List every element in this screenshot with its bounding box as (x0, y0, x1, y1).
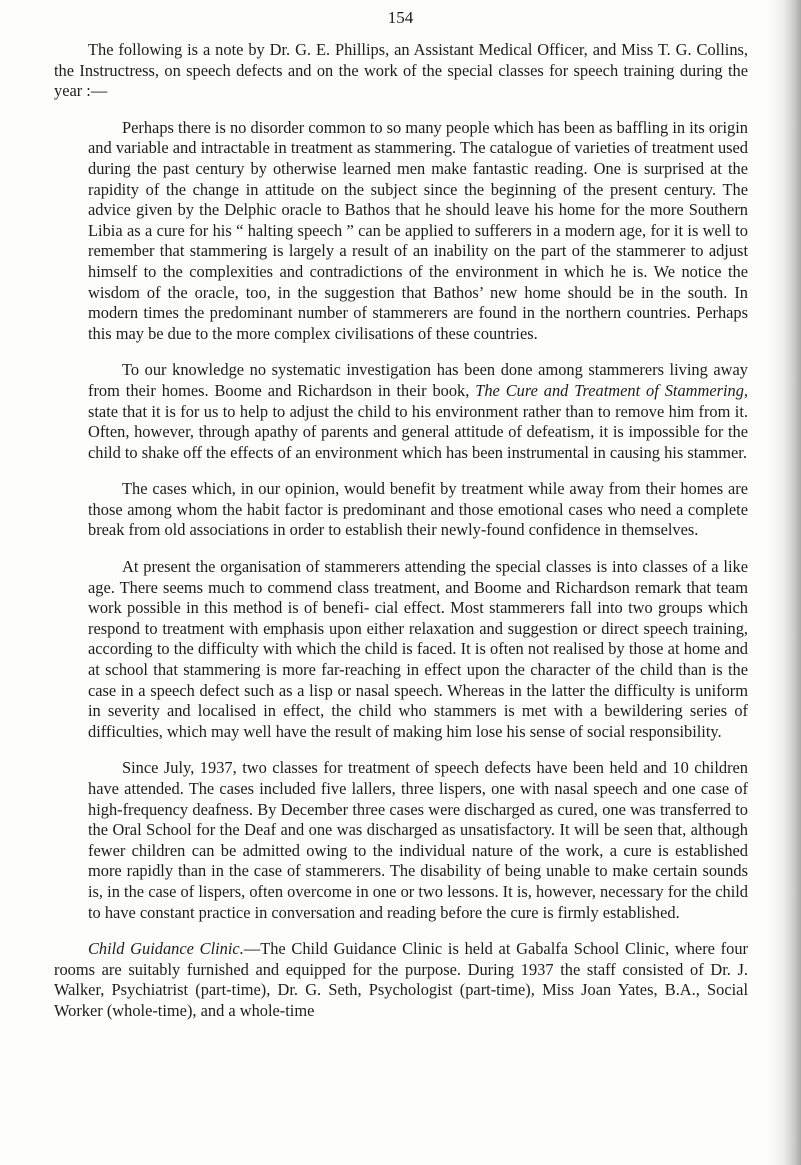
speech-defects-report (54, 118, 748, 923)
report-paragraph-2-text-a: To our knowledge no systematic investigation has been done among stammerers living away from their homes. Boome and Richardson in their book, (88, 360, 748, 400)
report-paragraph-1: Perhaps there is no disorder common to so many people which has been as baffling in its origin and variable and intractable in treatment as stammering. The catalogue of varieties of treatment used during the past century by otherwise learned men make fantastic reading. One is surprised at the rapidity of the change in attitude on the subject since the beginning of the present century. The advice given by the Delphic oracle to Bathos that he should leave his home for the more Southern Libia as a cure for his “ halting speech ” can be applied to sufferers in a modern age, for it is well to remember that stammering is largely a result of an inability on the part of the stammerer to adjust himself to the complexities and contradictions of the environment in which he is. We notice the wisdom of the oracle, too, in the suggestion that Bathos’ new home should be in the south. In modern times the predominant number of stammerers are found in the northern countries. Perhaps this may be due to the more complex civilisations of these countries. (88, 117, 748, 343)
report-paragraph-2 (88, 360, 748, 463)
report-paragraph-2-text-b: state that it is for us to help to adjust the child to his environment rather than to remove him from it. Often, however, through apathy of parents and general attitude of defeatism, it is impossible for the child to shake off the effects of an environment which has been instrumental in causing his stammer. (88, 401, 748, 462)
intro-paragraph: The following is a note by Dr. G. E. Phillips, an Assistant Medical Officer, and Miss T. G. Collins, the Instructress, on speech defects and on the work of the special classes for speech training during the year :— (54, 40, 748, 101)
page-binding-shadow (767, 0, 801, 1165)
page-number: 154 (387, 8, 414, 27)
book-title: The Cure and Treatment of Stammering, (475, 380, 749, 400)
report-paragraph-4: At present the organisation of stammerers attending the special classes is into classes of a like age. There seems much to commend class treatment, and Boome and Richardson remark that team work possible in this method is of benefi- cial effect. Most stammerers fall into two groups which respond to treatment with emphasis upon either relaxation and suggestion or direct speech training, according to the difficulty with which the child is faced. It is often not realised by those at home and at school that stammering is more far-reaching in effect upon the character of the child than is the case in a speech defect such as a lisp or nasal speech. Whereas in the latter the difficulty is uniform in severity and localised in effect, the child who stammers is met with a bewildering series of difficulties, which may well have the result of making him lose his sense of social responsibility. (88, 557, 748, 741)
child-guidance-text: —The Child Guidance Clinic is held at Gabalfa School Clinic, where four rooms are suitably furnished and equipped for the purpose. During 1937 the staff consisted of Dr. J. Walker, Psychiatrist (part-time), Dr. G. Seth, Psychologist (part-time), Miss Joan Yates, B.A., Social Worker (whole-time), and a whole-time (54, 939, 748, 1020)
report-paragraph-5: Since July, 1937, two classes for treatment of speech defects have been held and 10 children have attended. The cases included five lallers, three lispers, one with nasal speech and one case of high-frequency deafness. By December three cases were discharged as cured, one was transferred to the Oral School for the Deaf and one was discharged as unsatisfactory. It will be seen that, although fewer children can be admitted owing to the individual nature of the work, a cure is established more rapidly than in the case of stammerers. The disability of being unable to make certain sounds is, in the case of lispers, often overcome in one or two lessons. It is, however, necessary for the child to have constant practice in conversation and reading before the cure is firmly established. (88, 758, 748, 922)
child-guidance-heading: Child Guidance Clinic. (88, 939, 244, 959)
child-guidance-paragraph (54, 939, 748, 1021)
report-paragraph-3: The cases which, in our opinion, would benefit by treatment while away from their homes are those among whom the habit factor is predominant and those emotional cases who need a complete break from old associations in order to establish their newly-found confidence in themselves. (88, 479, 748, 540)
body-text (54, 40, 748, 1022)
